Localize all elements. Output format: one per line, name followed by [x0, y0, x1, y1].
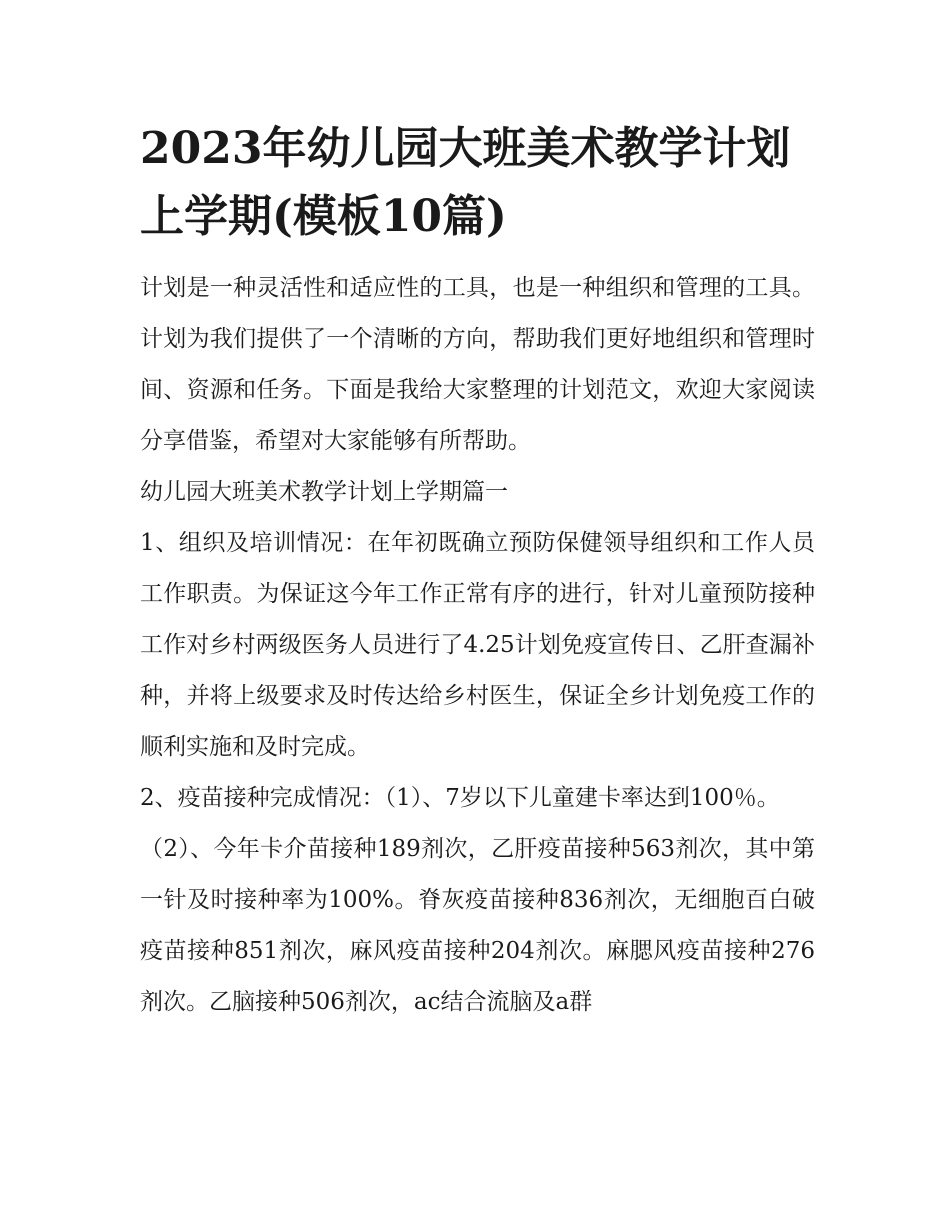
document-title: 2023年幼儿园大班美术教学计划上学期(模板10篇) — [140, 123, 791, 242]
paragraph-vaccine-counts: （2）、今年卡介苗接种189剂次，乙肝疫苗接种563剂次，其中第一针及时接种率为100%。脊灰疫苗接种836剂次，无细胞百白破疫苗接种851剂次，麻风疫苗接种204剂次。麻腮风疫苗接种276剂次。乙脑接种506剂次，ac结合流脑及a群 — [140, 836, 815, 1015]
section-heading: 幼儿园大班美术教学计划上学期篇一 — [140, 479, 508, 505]
paragraph-vaccination: 2、疫苗接种完成情况：（1）、7岁以下儿童建卡率达到100％。 — [140, 785, 780, 811]
paragraph-training: 1、组织及培训情况：在年初既确立预防保健领导组织和工作人员工作职责。为保证这今年工作正常有序的进行，针对儿童预防接种工作对乡村两级医务人员进行了4.25计划免疫宣传日、乙肝查漏补种，并将上级要求及时传达给乡村医生，保证全乡计划免疫工作的顺利实施和及时完成。 — [140, 530, 815, 760]
intro-paragraph: 计划是一种灵活性和适应性的工具，也是一种组织和管理的工具。计划为我们提供了一个清晰的方向，帮助我们更好地组织和管理时间、资源和任务。下面是我给大家整理的计划范文，欢迎大家阅读分享借鉴，希望对大家能够有所帮助。 — [140, 275, 815, 454]
document-page — [140, 115, 815, 1028]
